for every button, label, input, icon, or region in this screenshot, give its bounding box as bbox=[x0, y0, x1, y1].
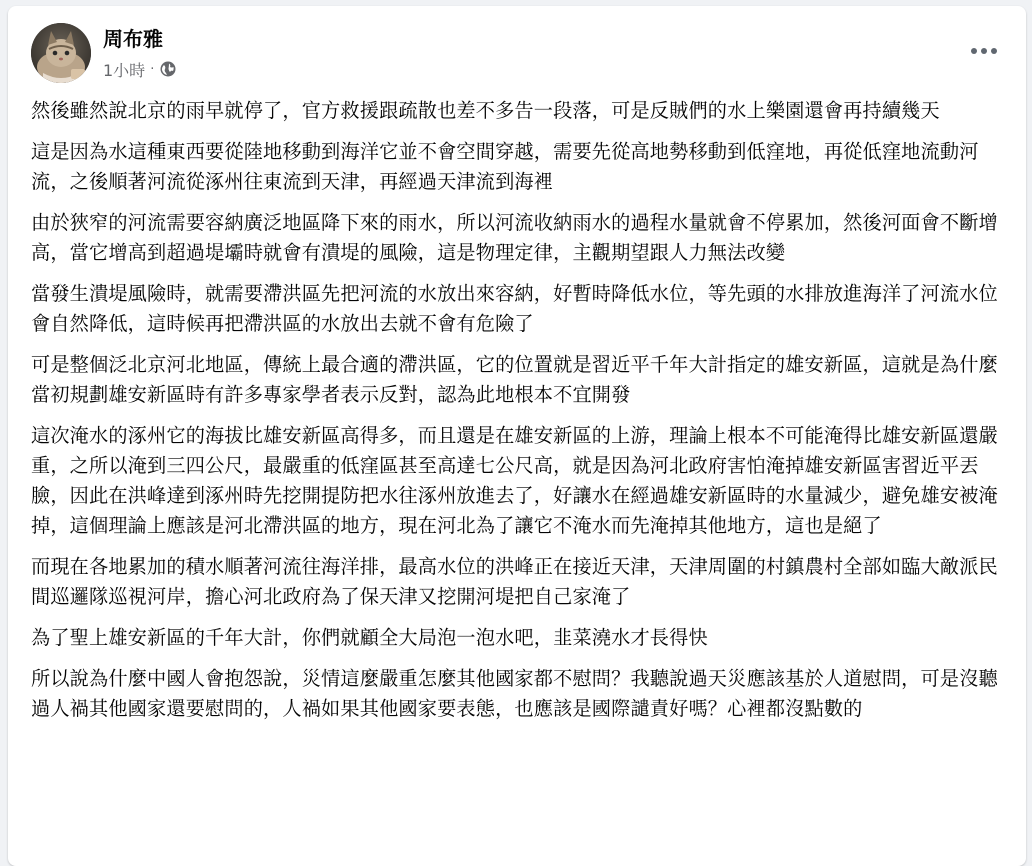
post-body bbox=[31, 96, 1009, 735]
post-paragraph: 然後雖然說北京的雨早就停了，官方救援跟疏散也差不多告一段落，可是反賊們的水上樂園還會再持續幾天 bbox=[31, 99, 940, 122]
post-paragraph: 由於狹窄的河流需要容納廣泛地區降下來的雨水，所以河流收納雨水的過程水量就會不停累加，然後河面會不斷增高，當它增高到超過堤壩時就會有潰堤的風險，這是物理定律，主觀期望跟人力無法改變 bbox=[31, 211, 998, 264]
post-paragraph: 可是整個泛北京河北地區，傳統上最合適的滯洪區，它的位置就是習近平千年大計指定的雄安新區，這就是為什麼當初規劃雄安新區時有許多專家學者表示反對，認為此地根本不宜開發 bbox=[31, 353, 998, 406]
globe-icon[interactable] bbox=[159, 60, 177, 78]
post-paragraph: 為了聖上雄安新區的千年大計，你們就顧全大局泡一泡水吧，韭菜澆水才長得快 bbox=[31, 626, 708, 649]
cat-avatar-image bbox=[31, 23, 91, 83]
post-meta bbox=[103, 58, 177, 80]
post-paragraph: 這次淹水的涿州它的海拔比雄安新區高得多，而且還是在雄安新區的上游，理論上根本不可能淹得比雄安新區還嚴重，之所以淹到三四公尺，最嚴重的低窪區甚至高達七公尺高，就是因為河北政府害怕淹掉雄安新區害習近平丟臉，因此在洪峰達到涿州時先挖開提防把水往涿州放進去了，好讓水在經過雄安新區時的水量減少，避免雄安被淹掉，這個理論上應該是河北滯洪區的地方，現在河北為了讓它不淹水而先淹掉其他地方，這也是絕了 bbox=[31, 424, 998, 537]
author-name[interactable]: 周布雅 bbox=[103, 27, 163, 51]
post-paragraph: 這是因為水這種東西要從陸地移動到海洋它並不會空間穿越，需要先從高地勢移動到低窪地，再從低窪地流動河流，之後順著河流從涿州往東流到天津，再經過天津流到海裡 bbox=[31, 140, 979, 193]
post-header bbox=[8, 6, 1026, 90]
more-options-button[interactable] bbox=[964, 34, 1004, 68]
author-avatar[interactable] bbox=[31, 23, 91, 83]
post-paragraph: 當發生潰堤風險時，就需要滯洪區先把河流的水放出來容納，好暫時降低水位，等先頭的水排放進海洋了河流水位會自然降低，這時候再把滯洪區的水放出去就不會有危險了 bbox=[31, 282, 998, 335]
post-timestamp[interactable]: 1小時 bbox=[103, 60, 146, 80]
meta-separator: · bbox=[150, 61, 155, 77]
post-paragraph: 所以說為什麼中國人會抱怨說，災情這麼嚴重怎麼其他國家都不慰問？我聽說過天災應該基於人道慰問，可是沒聽過人禍其他國家還要慰問的，人禍如果其他國家要表態，也應該是國際譴責好嗎？心裡都沒點數的 bbox=[31, 667, 998, 720]
post-card bbox=[8, 6, 1026, 866]
post-paragraph: 而現在各地累加的積水順著河流往海洋排，最高水位的洪峰正在接近天津，天津周圍的村鎮農村全部如臨大敵派民間巡邏隊巡視河岸，擔心河北政府為了保天津又挖開河堤把自己家淹了 bbox=[31, 555, 998, 608]
more-options-icon bbox=[970, 47, 998, 55]
